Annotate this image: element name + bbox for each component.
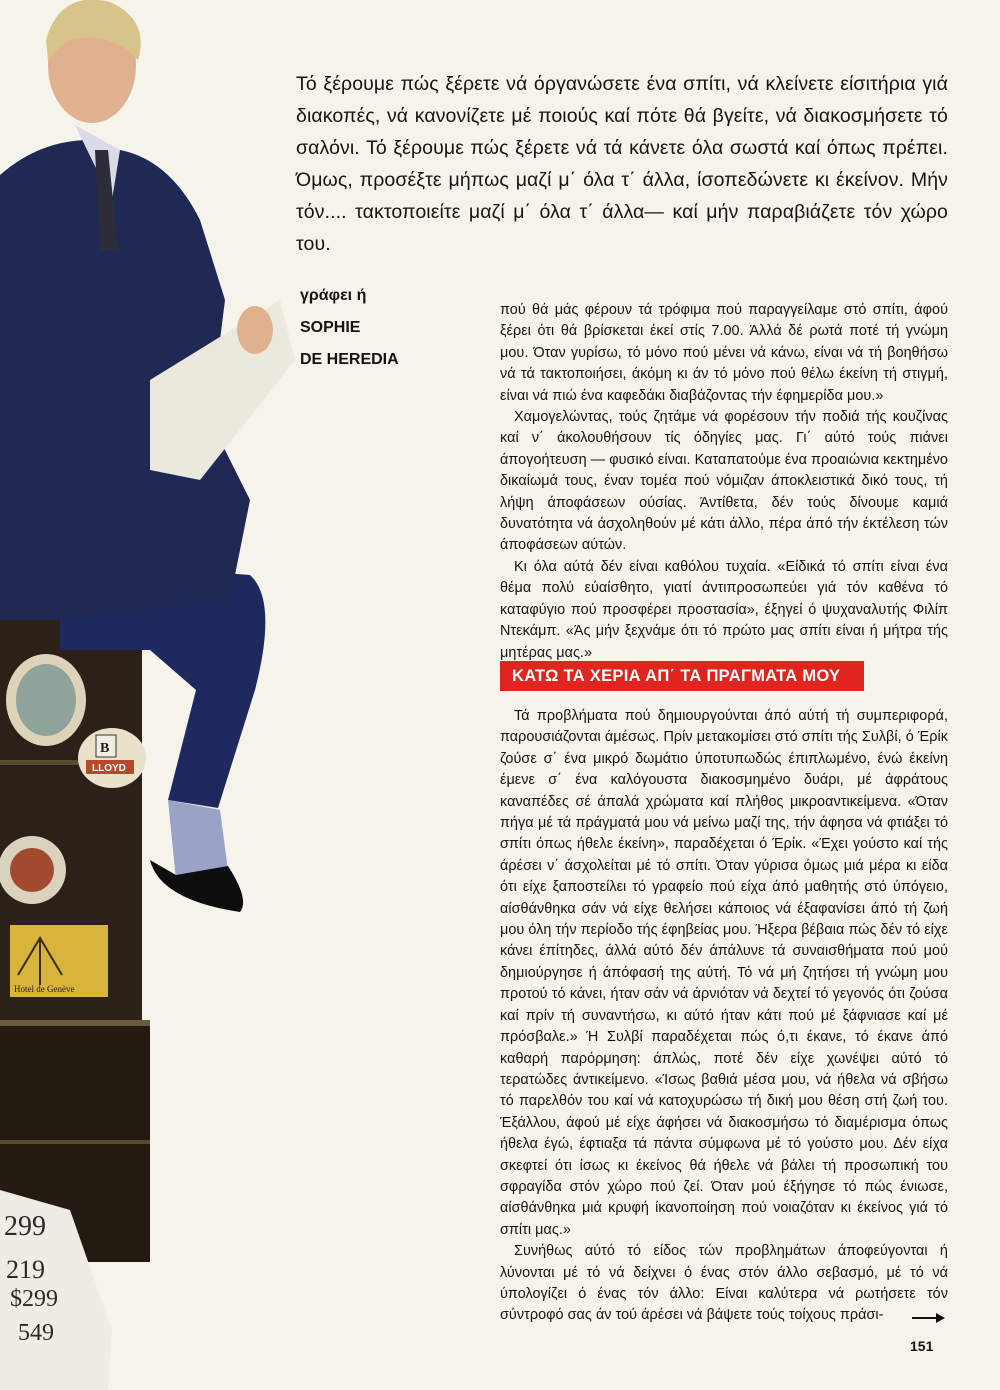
- svg-text:219: 219: [6, 1255, 45, 1284]
- body-paragraph: Συνήθως αύτό τό είδος τών προβλημάτων άποφεύγονται ή λύνονται μέ τό νά δείχνει ό ένας στόν άλλο σεβασμό, μέ τό νά ύπολογίζει ό ένας τόν άλλο: Είναι καλύτερα νά ρωτήσετε τόν σύντροφό σας άν τού άρέσει νά βάψετε τούς τοίχους πράσι-: [500, 1243, 948, 1324]
- section-heading: ΚΑΤΩ ΤΑ ΧΕΡΙΑ ΑΠ΄ ΤΑ ΠΡΑΓΜΑΤΑ ΜΟΥ: [500, 661, 864, 691]
- sticker-word: LLOYD: [92, 763, 126, 774]
- byline-prefix: γράφει ή: [300, 287, 367, 304]
- lloyd-sticker: [78, 728, 146, 788]
- author-first-name: SOPHIE: [300, 319, 361, 336]
- body-paragraph: πού θά μάς φέρουν τά τρόφιμα πού παραγγείλαμε στό σπίτι, άφού ξέρει ότι θά βρίσκεται έκεί στίς 7.00. Άλλά δέ ρωτά ποτέ τή γνώμη μου. Όταν γυρίσω, τό μόνο πού μένει νά κάνω, είναι νά τή βοηθήσω νά τά τακτοποιήσει, άκόμη κι άν τό μόνο πού θέλω έκείνη τή στιγμή, είναι νά πιώ ένα καφεδάκι διαβάζοντας τήν έφημερίδα μου.»: [500, 302, 948, 404]
- hand: [237, 306, 273, 354]
- body-paragraph: Τά προβλήματα πού δημιουργούνται άπό αύτή τή συμπεριφορά, παρουσιάζονται άμέσως. Πρίν μετακομίσει στό σπίτι τής Συλβί, ό Έρίκ ζούσε σ΄ ένα μικρό δωμάτιο ύποτυπωδώς έπιπλωμένο, ένώ έκείνη έμενε σ΄ ένα καλόγουστα διακοσμημένο δυάρι, μέ άφράτους καναπέδες σέ άπαλά χρώματα καί πλήθος μικροαντικείμενα. «Όταν πήγα μέ τά πράγματά μου νά μείνω μαζί της, τήν άφησα νά φτιάξει τό σπίτι όπως ήθελε έκείνη», παραδέχεται ό Έρίκ. «Έχει γούστο καί τής άρέσει ν΄ άσχολείται μέ τό σπίτι. Όταν γύρισα όμως μιά μέρα κι είδα ότι είχε ξαποστείλει τό γραφείο πού είχα άπό μαθητής στό ύπόγειο, αίσθάνθηκα σάν νά είχε θελήσει κάποιος νά έξαφανίσει άπό τή ζωή μου όλη τήν περίοδο τής έφηβείας μου. Ήξερα βέβαια πώς δέν τό είχε κάνει έπίτηδες, άλλά αύτό δέν άπάλυνε τά συναισθήματα πού μού δημιούργησε ή άπόφασή της αύτή. Τό νά μή ζητήσει τή γνώμη μου προτού τό κάνει, ήταν σάν νά άρνιόταν νά δεχτεί τό γεγονός ότι ζούσα καί πρίν τή συναντήσω, κι αύτό ήταν κάτι πού μέ ξάφνιασε καί μέ πρόσβαλε.» Ή Συλβί παραδέχεται πώς ό,τι έκανε, τό έκανε άπό καθαρή παρόρμηση: άπλώς, ποτέ δέν είχε χωνέψει αύτό τό τερατώδες άντικείμενο. «Ίσως βαθιά μέσα μου, νά ήθελα νά σβήσω τό παρελθόν του καί νά κατοχυρώσω τή δική μου θέση στή ζωή του. Έξάλλου, άφού μέ είχε άφήσει νά διακοσμήσω τό διαμέρισμα όπως ήθελα έγώ, έφτιαξα τά πάντα σύμφωνα μέ τό γούστο μου. Δέν είχα σκεφτεί ότι ίσως κι έκείνος θά ήθελε νά βάλει τή προσωπική του σφραγίδα στόν χώρο πού ζεί. Όταν μού έξήγησε τό πώς ένιωσε, αίσθάνθηκα μιά κρυφή ίκανοποίηση πού νοιαζόταν κι έκείνος γιά τό σπίτι μας.»: [500, 708, 948, 1238]
- author-last-name: DE HEREDIA: [300, 351, 399, 368]
- hotel-sticker-text: Hotel de Genève: [14, 984, 75, 994]
- svg-text:$299: $299: [10, 1286, 58, 1312]
- body-column-lower: [500, 706, 948, 1327]
- body-paragraph: Χαμογελώντας, τούς ζητάμε νά φορέσουν τήν ποδιά τής κουζίνας καί ν΄ άκολουθήσουν τίς όδηγίες μας. Γι΄ αύτό τούς πιάνει άπογοήτευση — φυσικό είναι. Καταπατούμε ένα προαιώνια κεκτημένο δικαίωμά τους, έναν τομέα πού νόμιζαν άποκλειστικά δικό τους, τή λήψη άποφάσεων ούσίας. Άντίθετα, δέν τούς δίνουμε καμιά δυνατότητα νά άσχοληθούν μέ κάτι άλλο, πέρα άπό τήν έκτέλεση τών άποφάσεων αύτών.: [500, 409, 948, 554]
- hotel-sticker: [10, 925, 108, 997]
- body-column-upper: [500, 300, 948, 664]
- byline: [300, 280, 470, 376]
- sticker-letter: B: [100, 741, 110, 756]
- page-number: 151: [910, 1338, 934, 1354]
- body-paragraph: Κι όλα αύτά δέν είναι καθόλου τυχαία. «Είδικά τό σπίτι είναι ένα θέμα πολύ εύαίσθητο, γιατί άντιπροσωπεύει γιά τόν καθένα τό καταφύγιο πού προσφέρει προστασία», έξηγεί ό ψυχαναλυτής Φιλίπ Ντεκάμπ. «Άς μήν ξεχνάμε ότι τό πρώτο μας σπίτι είναι ή μήτρα τής μητέρας μας.»: [500, 558, 948, 661]
- svg-text:299: 299: [4, 1211, 46, 1242]
- svg-text:549: 549: [18, 1320, 54, 1346]
- continue-arrow-icon: [912, 1312, 946, 1324]
- lead-paragraph: Τό ξέρουμε πώς ξέρετε νά όργανώσετε ένα σπίτι, νά κλείνετε είσιτήρια γιά διακοπές, νά κανονίζετε μέ ποιούς καί πότε θά βγείτε, νά διακοσμήσετε τό σαλόνι. Τό ξέρουμε πώς ξέρετε νά τά κάνετε όλα σωστά καί όπως πρέπει. Όμως, προσέξτε μήπως μαζί μ΄ όλα τ΄ άλλα, ίσοπεδώνετε κι έκείνον. Μήν τόν.... τακτοποιείτε μαζί μ΄ όλα τ΄ άλλα— καί μήν παραβιάζετε τόν χώρο του.: [296, 73, 948, 255]
